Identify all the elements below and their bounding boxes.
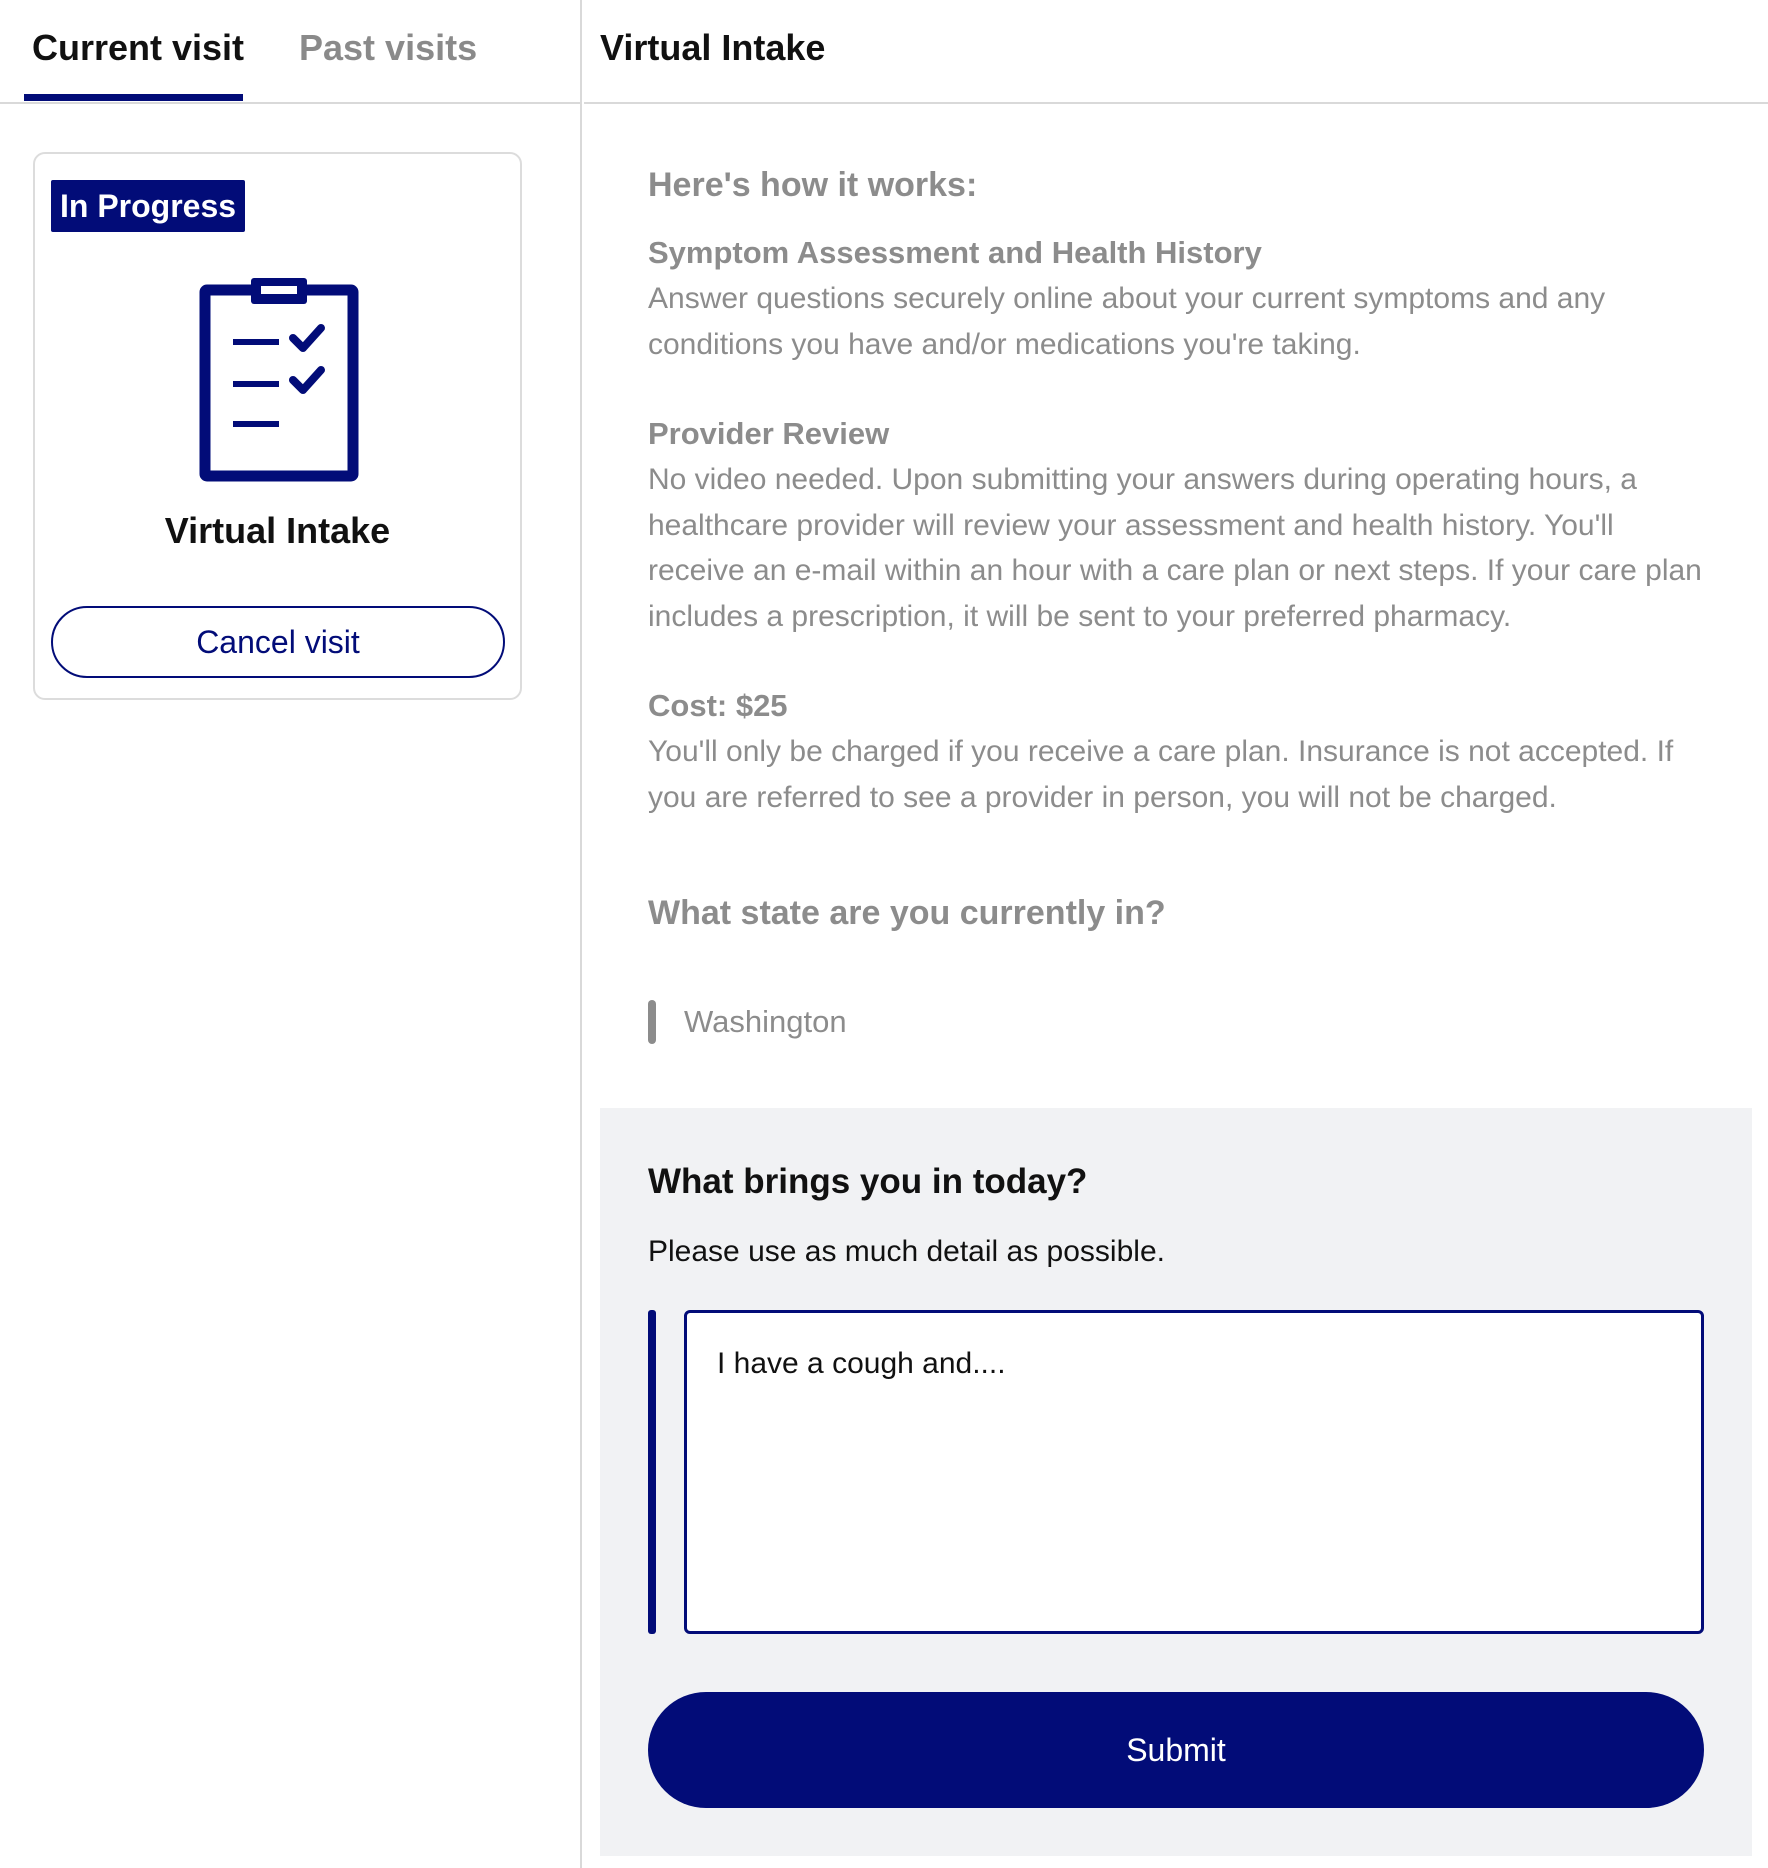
reason-question: What brings you in today? — [648, 1162, 1088, 1201]
current-visit-card — [33, 152, 522, 700]
info-section-title: Cost: $25 — [648, 688, 788, 723]
reason-for-visit-panel — [600, 1108, 1752, 1856]
reason-hint: Please use as much detail as possible. — [648, 1235, 1165, 1268]
active-tab-indicator — [24, 94, 243, 101]
visit-type-title: Virtual Intake — [164, 510, 391, 551]
page-title: Virtual Intake — [600, 27, 826, 68]
info-section-title: Provider Review — [648, 416, 890, 451]
info-section-title: Symptom Assessment and Health History — [648, 235, 1262, 270]
tab-current-visit[interactable]: Current visit — [32, 27, 245, 68]
info-section-body: Answer questions securely online about your current symptoms and any conditions you have and/or medications you're taking. — [648, 282, 1606, 361]
how-it-works — [648, 160, 1718, 864]
visit-tabs — [0, 0, 580, 104]
visits-sidebar — [0, 0, 582, 1868]
state-answer: Washington — [684, 1004, 847, 1039]
info-section — [648, 411, 1718, 639]
info-section-body: No video needed. Upon submitting your answers during operating hours, a healthcare provider will review your assessment and health history. You'll receive an e-mail within an hour with a care plan or next steps. If your care plan includes a prescription, it will be sent to your preferred pharmacy. — [648, 463, 1702, 633]
how-it-works-heading: Here's how it works: — [648, 166, 978, 204]
submit-button[interactable]: Submit — [648, 1692, 1704, 1808]
answer-marker — [648, 1000, 656, 1044]
clipboard-checklist-icon — [199, 276, 359, 482]
info-section — [648, 683, 1718, 820]
state-question: What state are you currently in? — [648, 894, 1166, 932]
focus-marker — [648, 1310, 656, 1634]
main-header — [584, 0, 1768, 104]
cancel-visit-button[interactable]: Cancel visit — [51, 606, 505, 678]
tab-past-visits[interactable]: Past visits — [299, 27, 478, 68]
info-section-body: You'll only be charged if you receive a care plan. Insurance is not accepted. If you are referred to see a provider in person, you will not be charged. — [648, 735, 1674, 814]
status-badge: In Progress — [51, 180, 245, 232]
reason-textarea[interactable] — [684, 1310, 1704, 1634]
info-section — [648, 230, 1718, 367]
